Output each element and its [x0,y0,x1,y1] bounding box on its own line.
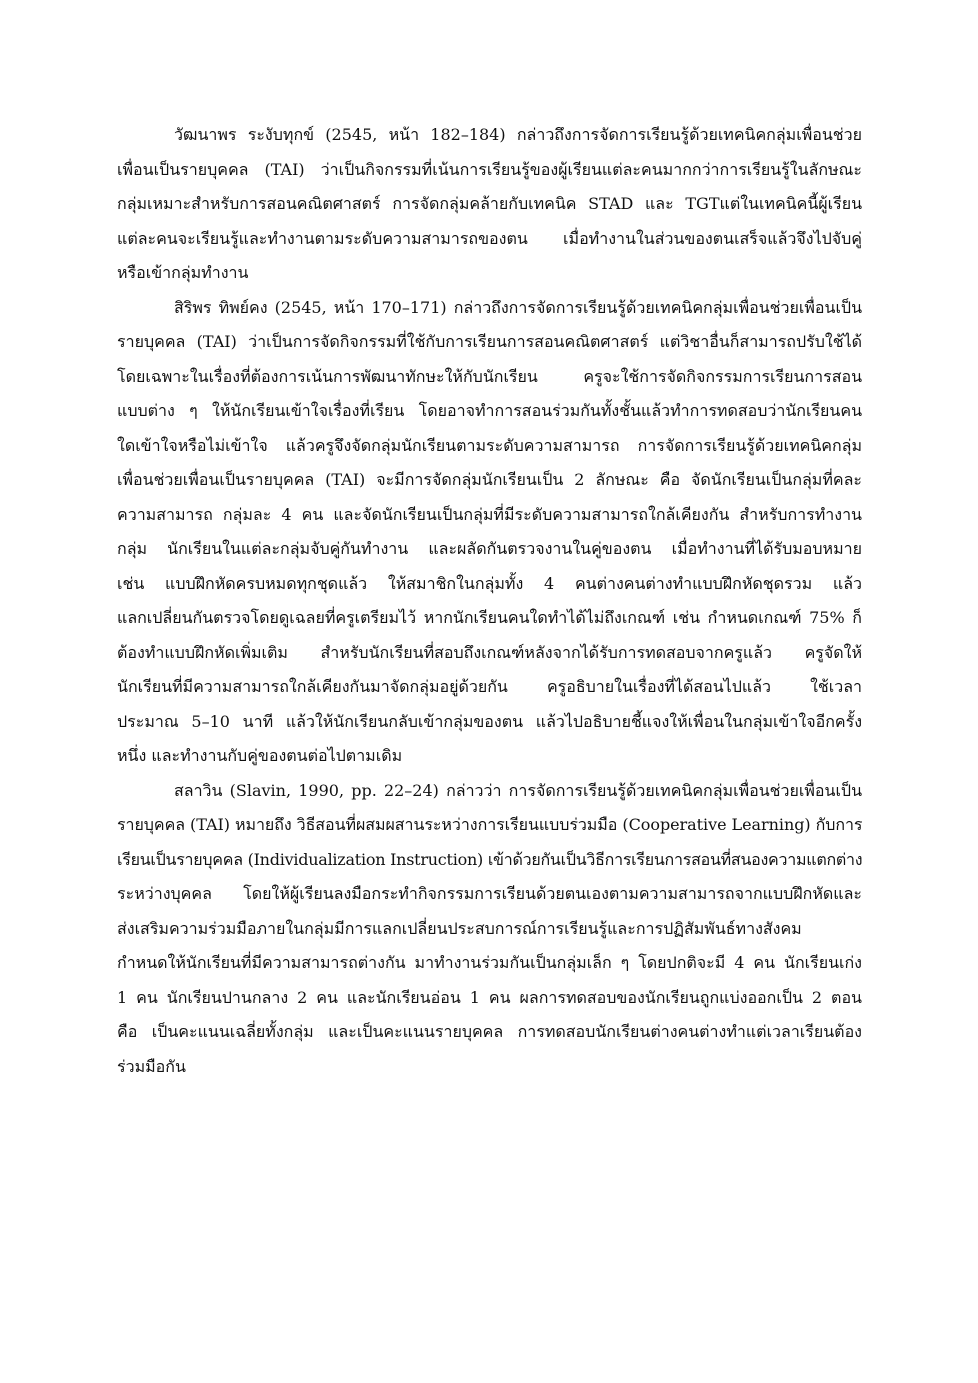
paragraph-3-line-6: กำหนดให้นักเรียนที่มีความสามารถต่างกัน มาทำงานร่วมกันเป็นกลุ่มเล็ก ๆ โดยปกติจะมี 4 คน นักเรียนเก่ง [117,953,862,972]
paragraph-3-line-2: รายบุคคล (TAI) หมายถึง วิธีสอนที่ผสมผสานระหว่างการเรียนแบบร่วมมือ (Cooperative Learning) กับการ [117,815,863,834]
paragraph-2-line-1: สิริพร ทิพย์คง (2545, หน้า 170–171) กล่าวถึงการจัดการเรียนรู้ด้วยเทคนิคกลุ่มเพื่อนช่วยเพื่อนเป็น [174,297,862,317]
paragraph-2-line-6: เพื่อนช่วยเพื่อนเป็นรายบุคคล (TAI) จะมีการจัดกลุ่มนักเรียนเป็น 2 ลักษณะ คือ จัดนักเรียนเป็นกลุ่มที่คละ [117,470,862,489]
body-text [117,118,862,1084]
paragraph-2-line-10: แลกเปลี่ยนกันตรวจโดยดูเฉลยที่ครูเตรียมไว้ หากนักเรียนคนใดทำได้ไม่ถึงเกณฑ์ เช่น กำหนดเกณฑ์ 75% ก็ [117,608,862,627]
paragraph-2-line-12: นักเรียนที่มีความสามารถใกล้เคียงกันมาจัดกลุ่มอยู่ด้วยกัน ครูอธิบายในเรื่องที่ได้สอนไปแล้ว ใช้เวลา [117,677,862,696]
paragraph-1-line-2: เพื่อนเป็นรายบุคคล (TAI) ว่าเป็นกิจกรรมที่เน้นการเรียนรู้ของผู้เรียนแต่ละคนมากกว่าการเรียนรู้ในลักษณะ [117,159,862,179]
paragraph-2-line-2: รายบุคคล (TAI) ว่าเป็นการจัดกิจกรรมที่ใช้กับการเรียนการสอนคณิตศาสตร์ แต่วิชาอื่นก็สามารถปรับใช้ได้ [117,332,862,351]
paragraph-2-line-13: ประมาณ 5–10 นาที แล้วให้นักเรียนกลับเข้ากลุ่มของตน แล้วไปอธิบายชี้แจงให้เพื่อนในกลุ่มเข้าใจอีกครั้ง [117,711,862,731]
paragraph-3-line-4: ระหว่างบุคคล โดยให้ผู้เรียนลงมือกระทำกิจกรรมการเรียนด้วยตนเองตามความสามารถจากแบบฝึกหัดและ [117,884,862,903]
paragraph-2-line-5: ใดเข้าใจหรือไม่เข้าใจ แล้วครูจึงจัดกลุ่มนักเรียนตามระดับความสามารถ การจัดการเรียนรู้ด้วยเทคนิคกลุ่ม [117,435,862,455]
paragraph-3-line-3: เรียนเป็นรายบุคคล (Individualization Instruction) เข้าด้วยกันเป็นวิธีการเรียนการสอนที่สนองความแตกต่าง [117,849,863,869]
paragraph-2-line-8: กลุ่ม นักเรียนในแต่ละกลุ่มจับคู่กันทำงาน และผลัดกันตรวจงานในคู่ของตน เมื่อทำงานที่ได้รับมอบหมาย [117,539,862,558]
paragraph-2-line-4: แบบต่าง ๆ ให้นักเรียนเข้าใจเรื่องที่เรียน โดยอาจทำการสอนร่วมกันทั้งชั้นแล้วทำการทดสอบว่านักเรียนคน [117,401,862,420]
paragraph-3-line-8: คือ เป็นคะแนนเฉลี่ยทั้งกลุ่ม และเป็นคะแนนรายบุคคล การทดสอบนักเรียนต่างคนต่างทำแต่เวลาเรียนต้อง [117,1022,862,1041]
paragraph-3-line-7: 1 คน นักเรียนปานกลาง 2 คน และนักเรียนอ่อน 1 คน ผลการทดสอบของนักเรียนถูกแบ่งออกเป็น 2 ตอน [117,987,862,1007]
paragraph-1-line-5: หรือเข้ากลุ่มทำงาน [117,263,249,282]
paragraph-3-line-1: สลาวิน (Slavin, 1990, pp. 22–24) กล่าวว่า การจัดการเรียนรู้ด้วยเทคนิคกลุ่มเพื่อนช่วยเพื่อนเป็น [174,780,862,800]
paragraph-2-line-9: เช่น แบบฝึกหัดครบหมดทุกชุดแล้ว ให้สมาชิกในกลุ่มทั้ง 4 คนต่างคนต่างทำแบบฝึกหัดชุดรวม แล้ว [117,573,862,593]
paragraph-2-line-7: ความสามารถ กลุ่มละ 4 คน และจัดนักเรียนเป็นกลุ่มที่มีระดับความสามารถใกล้เคียงกัน สำหรับการทำงาน [117,504,862,524]
paragraph-2-line-11: ต้องทำแบบฝึกหัดเพิ่มเติม สำหรับนักเรียนที่สอบถึงเกณฑ์หลังจากได้รับการทดสอบจากครูแล้ว ครูจัดให้ [117,642,862,662]
paragraph-2-line-3: โดยเฉพาะในเรื่องที่ต้องการเน้นการพัฒนาทักษะให้กับนักเรียน ครูจะใช้การจัดกิจกรรมการเรียนการสอน [117,366,862,386]
paragraph-2-line-14: หนึ่ง และทำงานกับคู่ของตนต่อไปตามเดิม [117,746,403,765]
paragraph-1-line-4: แต่ละคนจะเรียนรู้และทำงานตามระดับความสามารถของตน เมื่อทำงานในส่วนของตนเสร็จแล้วจึงไปจับคู่ [117,228,862,248]
paragraph-1-line-1: วัฒนาพร ระงับทุกข์ (2545, หน้า 182–184) กล่าวถึงการจัดการเรียนรู้ด้วยเทคนิคกลุ่มเพื่อนช่วย [174,125,862,144]
paragraph-1-line-3: กลุ่มเหมาะสำหรับการสอนคณิตศาสตร์ การจัดกลุ่มคล้ายกับเทคนิค STAD และ TGTแต่ในเทคนิคนี้ผู้เรียน [117,194,862,213]
paragraph-3-line-9: ร่วมมือกัน [117,1056,186,1076]
paragraph-3-line-5: ส่งเสริมความร่วมมือภายในกลุ่มมีการแลกเปลี่ยนประสบการณ์การเรียนรู้และการปฏิสัมพันธ์ทางสังคม [117,918,802,938]
